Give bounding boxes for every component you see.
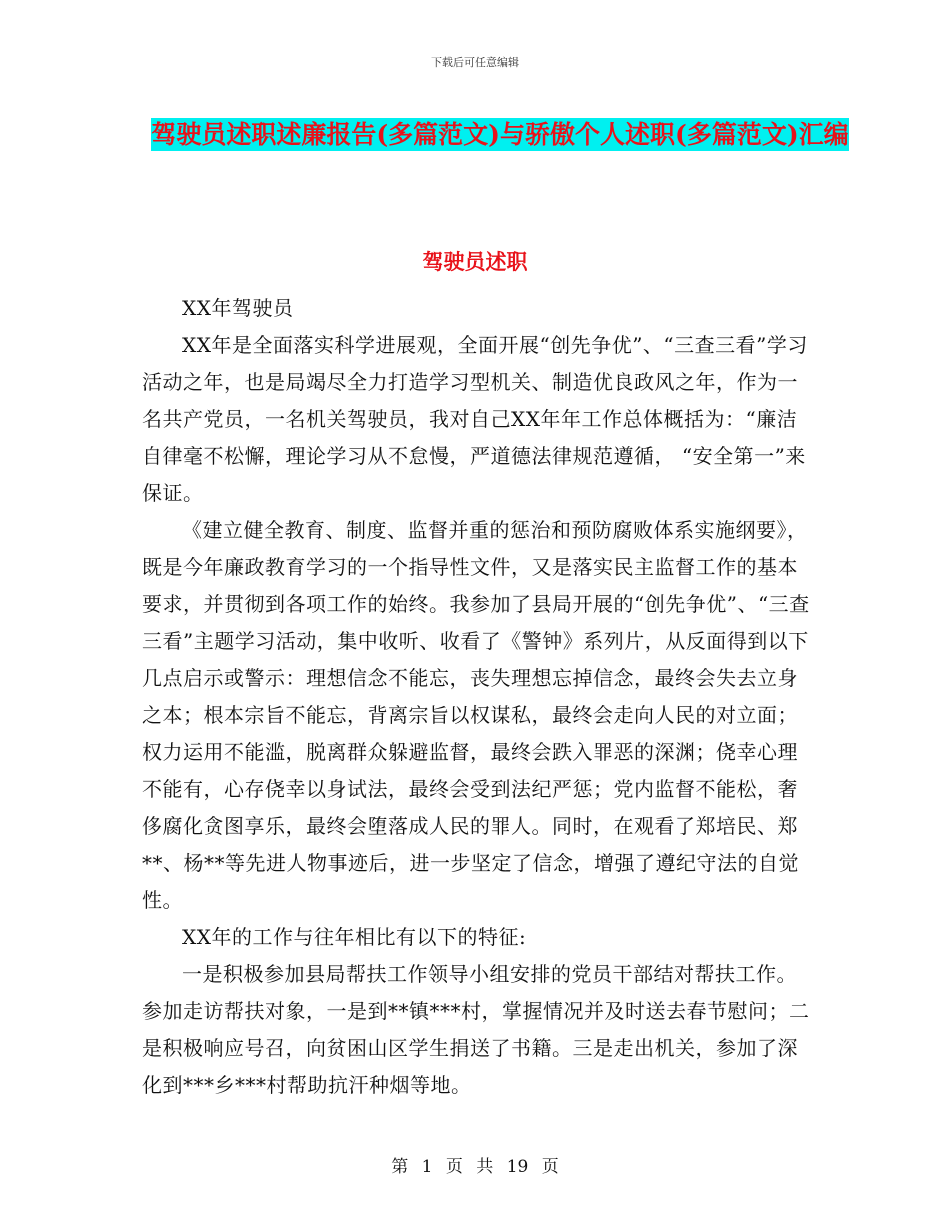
body-paragraph: XX年是全面落实科学进展观，全面开展“创先争优”、“三查三看”学习活动之年，也是局竭尽全力打造学习型机关、制造优良政风之年，作为一名共产党员，一名机关驾驶员，我对自己XX年年工作总体概括为：“廉洁自律毫不松懈，理论学习从不怠慢，严道德法律规范遵循， “安全第一”来保证。 bbox=[142, 333, 808, 505]
document-body bbox=[142, 290, 810, 1104]
header-note: 下载后可任意编辑 bbox=[431, 56, 519, 69]
document-title-text: 驾驶员述职述廉报告(多篇范文)与骄傲个人述职(多篇范文)汇编 bbox=[151, 120, 849, 149]
body-paragraph: XX年的工作与往年相比有以下的特征: bbox=[182, 925, 527, 949]
body-paragraph: XX年驾驶员 bbox=[182, 296, 294, 320]
section-title: 驾驶员述职 bbox=[422, 249, 528, 274]
document-title bbox=[150, 110, 850, 160]
page-number: 第 1 页 共 19 页 bbox=[391, 1157, 559, 1177]
body-paragraph: 《建立健全教育、制度、监督并重的惩治和预防腐败体系实施纲要》，既是今年廉政教育学习的一个指导性文件，又是落实民主监督工作的基本要求，并贯彻到各项工作的始终。我参加了县局开展的“创先争优”、“三查三看”主题学习活动，集中收听、收看了《警钟》系列片，从反面得到以下几点启示或警示：理想信念不能忘，丧失理想忘掉信念，最终会失去立身之本；根本宗旨不能忘，背离宗旨以权谋私，最终会走向人民的对立面；权力运用不能滥，脱离群众躲避监督，最终会跌入罪恶的深渊；侥幸心理不能有，心存侥幸以身试法，最终会受到法纪严惩；党内监督不能松，奢侈腐化贪图享乐，最终会堕落成人民的罪人。同时，在观看了郑培民、郑**、杨**等先进人物事迹后，进一步坚定了信念，增强了遵纪守法的自觉性。 bbox=[142, 518, 810, 912]
body-paragraph: 一是积极参加县局帮扶工作领导小组安排的党员干部结对帮扶工作。参加走访帮扶对象，一是到**镇***村，掌握情况并及时送去春节慰问；二是积极响应号召，向贫困山区学生捐送了书籍。三是走出机关，参加了深化到***乡***村帮助抗汗种烟等地。 bbox=[142, 962, 810, 1097]
